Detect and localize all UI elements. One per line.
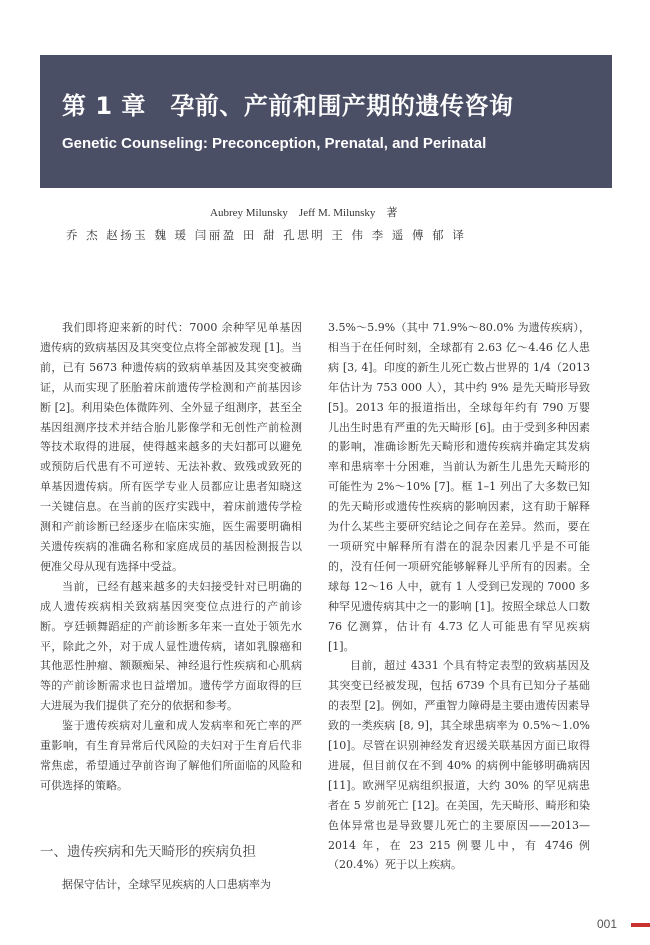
chapter-title-chinese: 第 1 章 孕前、产前和围产期的遗传咨询: [62, 92, 514, 120]
paragraph: 当前，已经有越来越多的夫妇接受针对已明确的成人遗传疾病相关致病基因突变位点进行的产前诊断。亨廷顿舞蹈症的产前诊断多年来一直处于领先水平，除此之外，对于成人显性遗传病，诸如乳腺癌和其他恶性肿瘤、额颞痴呆、神经退行性疾病和心肌病等的产前诊断需求也日益增加。遗传学方面取得的巨大进展为我们提供了充分的依据和参考。: [40, 579, 302, 713]
paragraph: 我们即将迎来新的时代：7000 余种罕见单基因遗传病的致病基因及其突变位点将全部被发现 [1]。当前，已有 5673 种遗传病的致病单基因及其突变被确证，从而实现了胚胎着床前遗传学检测和产前基因诊断 [2]。利用染色体微阵列、全外显子组测序，甚至全基因组测序技术并结合胎儿影像学和无创性产前检测等技术取得的进展，使得越来越多的夫妇都可以避免或预防后代患有不可逆转、无法补救、致残或致死的单基因遗传病。所有医学专业人员都应让患者知晓这一关键信息。在当前的医疗实践中，着床前遗传学检测和产前诊断已经逐步在临床实施，医生需要明确相关遗传疾病的准确名称和家庭成员的基因检测报告以便准父母从现有选择中受益。: [40, 321, 302, 573]
chapter-header-banner: [40, 55, 612, 188]
paragraph: 目前，超过 4331 个具有特定表型的致病基因及其突变已经被发现，包括 6739 个具有已知分子基础的表型 [2]。例如，严重智力障碍是主要由遗传因素导致的一类疾病 [8, 9]，其全球患病率为 0.5%～1.0% [10]。尽管在识别神经发育迟缓关联基因方面已取得进展，但目前仅在不到 40% 的病例中能够明确病因 [11]。欧洲罕见病组织报道，大约 30% 的罕见病患者在 5 岁前死亡 [12]。在美国，先天畸形、畸形和染色体异常也是导致婴儿死亡的主要原因——2013—2014 年，在 23 215 例婴儿中，有 4746 例（20.4%）死于以上疾病。: [328, 659, 590, 872]
section-heading: 一、遗传疾病和先天畸形的疾病负担: [40, 844, 256, 860]
paragraph: 3.5%～5.9%（其中 71.9%～80.0% 为遗传疾病），相当于在任何时刻，全球都有 2.63 亿～4.46 亿人患病 [3, 4]。印度的新生儿死亡数占世界的 1/4（2013 年估计为 753 000 人），其中约 9% 是先天畸形导致 [5]。2013 年的报道指出，全球每年约有 790 万婴儿出生时患有严重的先天畸形 [6]。由于受到多种因素的影响，准确诊断先天畸形和遗传疾病并确定其发病率和患病率十分困难，当前认为新生儿患先天畸形的可能性为 2%～10% [7]。框 1–1 列出了大多数已知的先天畸形或遗传性疾病的影响因素，这有助于解释为什么某些主要研究结论之间存在差异。然而，要在一项研究中解释所有潜在的混杂因素几乎是不可能的，没有任何一项研究能够解释儿乎所有的因素。全球每 12～16 人中，就有 1 人受到已发现的 7000 多种罕见遗传病其中之一的影响 [1]。按照全球总人口数 76 亿测算，估计有 4.73 亿人可能患有罕见疾病 [1]。: [328, 321, 590, 653]
section-paragraph: 据保守估计，全球罕见疾病的人口患病率为: [62, 878, 271, 891]
right-column: [328, 318, 590, 875]
page-number: 001: [597, 917, 618, 931]
translators-line: 乔 杰 赵扬玉 魏 瑗 闫丽盈 田 甜 孔思明 王 伟 李 遥 傅 郁 译: [66, 228, 467, 242]
page-number-accent-bar: [631, 923, 650, 927]
left-column: [40, 318, 302, 796]
paragraph: 鉴于遗传疾病对儿童和成人发病率和死亡率的严重影响，有生育异常后代风险的夫妇对于生育后代非常焦虑，希望通过孕前咨询了解他们所面临的风险和可供选择的策略。: [40, 719, 302, 792]
chapter-title-english: Genetic Counseling: Preconception, Prenatal, and Perinatal: [62, 135, 487, 152]
authors-line: Aubrey Milunsky Jeff M. Milunsky 著: [210, 207, 398, 219]
